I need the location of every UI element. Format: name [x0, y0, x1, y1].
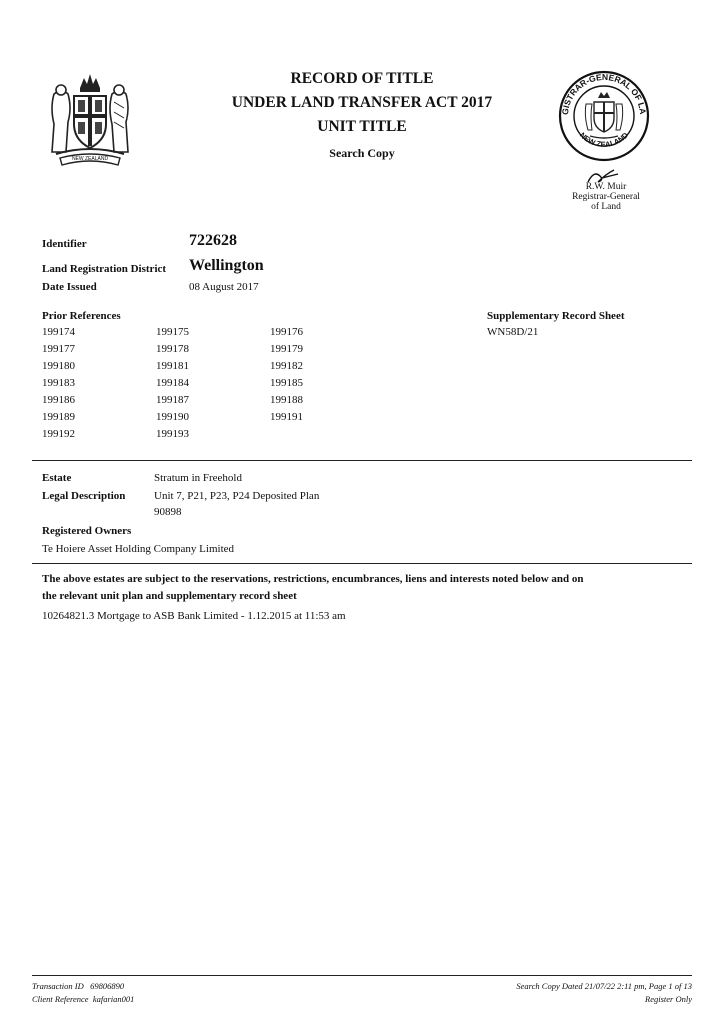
transaction-id-value: 69806890 — [90, 981, 125, 991]
registrar-seal — [552, 60, 652, 164]
prior-reference-cell: 199188 — [270, 394, 303, 406]
client-reference — [32, 994, 134, 1004]
registrar-title-line2: of Land — [591, 202, 621, 212]
district-label: Land Registration District — [42, 263, 167, 275]
district-value: Wellington — [189, 257, 264, 274]
registrar-name: R.W. Muir — [585, 182, 627, 192]
interests-notice-line2: the relevant unit plan and supplementary record sheet — [42, 590, 297, 602]
footer-divider — [32, 975, 692, 976]
prior-reference-row — [42, 326, 402, 342]
registered-owners-value: Te Hoiere Asset Holding Company Limited — [42, 543, 235, 555]
prior-reference-cell: 199189 — [42, 411, 75, 423]
client-reference-value: kafarian001 — [92, 994, 135, 1004]
seal-bottom-text: NEW ZEALAND — [578, 130, 630, 149]
section-divider — [32, 563, 692, 564]
estate-label: Estate — [42, 472, 72, 484]
legal-description-line2: 90898 — [154, 506, 182, 518]
identifier-label: Identifier — [42, 238, 87, 250]
prior-reference-cell: 199186 — [42, 394, 75, 406]
prior-reference-cell: 199175 — [156, 326, 189, 338]
act-heading: UNDER LAND TRANSFER ACT 2017 — [231, 94, 493, 111]
prior-reference-cell: 199177 — [42, 343, 75, 355]
registrar-title-line1: Registrar-General — [572, 192, 640, 202]
identifier-value: 722628 — [189, 232, 237, 249]
prior-reference-row — [42, 377, 402, 393]
prior-reference-cell: 199182 — [270, 360, 303, 372]
seal-icon — [552, 60, 652, 164]
search-copy-dated: Search Copy Dated 21/07/22 2:11 pm, Page 1 of 13 — [516, 981, 692, 991]
prior-reference-cell: 199185 — [270, 377, 303, 389]
prior-reference-cell: 199181 — [156, 360, 189, 372]
prior-reference-cell: 199179 — [270, 343, 303, 355]
prior-reference-row — [42, 343, 402, 359]
prior-reference-cell: 199176 — [270, 326, 303, 338]
prior-reference-cell: 199191 — [270, 411, 303, 423]
prior-reference-row — [42, 360, 402, 376]
unit-title-heading: UNIT TITLE — [317, 118, 407, 135]
prior-reference-row — [42, 411, 402, 427]
prior-reference-cell: 199184 — [156, 377, 189, 389]
registrar-block — [560, 182, 652, 212]
prior-reference-cell: 199193 — [156, 428, 189, 440]
prior-reference-cell: 199192 — [42, 428, 75, 440]
date-issued-label: Date Issued — [42, 281, 97, 293]
legal-description-line1: Unit 7, P21, P23, P24 Deposited Plan — [154, 490, 320, 502]
date-issued-value: 08 August 2017 — [189, 281, 259, 293]
record-title-heading: RECORD OF TITLE — [290, 70, 434, 87]
prior-reference-row — [42, 394, 402, 410]
supplementary-value: WN58D/21 — [487, 326, 539, 338]
supplementary-label: Supplementary Record Sheet — [487, 310, 625, 322]
seal-ring-text: REGISTRAR-GENERAL OF LAND — [552, 60, 649, 116]
legal-description-label: Legal Description — [42, 490, 126, 502]
prior-reference-cell: 199190 — [156, 411, 189, 423]
section-divider — [32, 460, 692, 461]
register-only: Register Only — [645, 994, 692, 1004]
coat-of-arms-ribbon-text: NEW ZEALAND — [71, 156, 109, 162]
transaction-id — [32, 981, 124, 991]
prior-reference-cell: 199183 — [42, 377, 75, 389]
coat-of-arms-logo — [40, 68, 140, 168]
prior-reference-cell: 199187 — [156, 394, 189, 406]
client-reference-label: Client Reference — [32, 994, 89, 1004]
estate-value: Stratum in Freehold — [154, 472, 242, 484]
transaction-id-label: Transaction ID — [32, 981, 84, 991]
prior-reference-cell: 199178 — [156, 343, 189, 355]
registered-owners-label: Registered Owners — [42, 525, 132, 537]
prior-reference-cell: 199174 — [42, 326, 75, 338]
interests-notice-line1: The above estates are subject to the reservations, restrictions, encumbrances, liens and interests noted below and on — [42, 573, 584, 585]
coat-of-arms-icon — [40, 68, 140, 168]
search-copy-subtitle: Search Copy — [329, 146, 395, 160]
prior-reference-row — [42, 428, 402, 444]
interest-item: 10264821.3 Mortgage to ASB Bank Limited - 1.12.2015 at 11:53 am — [42, 610, 346, 622]
prior-references-label: Prior References — [42, 310, 121, 322]
prior-reference-cell: 199180 — [42, 360, 75, 372]
